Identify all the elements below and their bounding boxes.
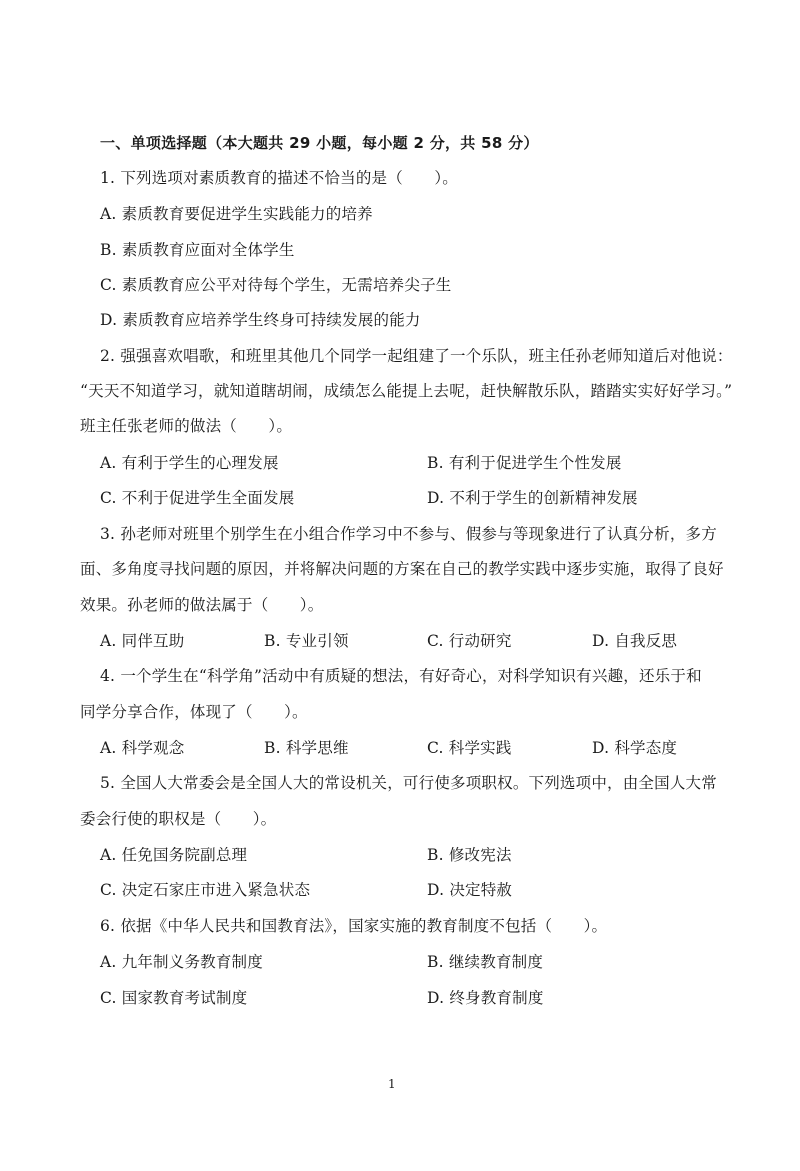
question-6-option-b: B. 继续教育制度 (427, 953, 544, 971)
question-3-stem-line-3: 效果。孙老师的做法属于（ ）。 (80, 596, 324, 614)
question-2-stem-line-2: “天天不知道学习，就知道瞎胡闹，成绩怎么能提上去呢，赶快解散乐队，踏踏实实好好学习。” (80, 382, 733, 400)
question-3-stem-line-1: 3. 孙老师对班里个别学生在小组合作学习中不参与、假参与等现象进行了认真分析，多方 (100, 525, 717, 543)
question-4-stem-line-1: 4. 一个学生在“科学角”活动中有质疑的想法，有好奇心，对科学知识有兴趣，还乐于和 (100, 667, 702, 685)
question-2-stem-line-1: 2. 强强喜欢唱歌，和班里其他几个同学一起组建了一个乐队，班主任孙老师知道后对他说： (100, 347, 733, 365)
question-1-option-a: A. 素质教育要促进学生实践能力的培养 (100, 205, 373, 223)
question-4-option-b: B. 科学思维 (264, 739, 349, 757)
question-2-option-a: A. 有利于学生的心理发展 (100, 454, 279, 472)
question-4-option-c: C. 科学实践 (427, 739, 512, 757)
question-2-option-c: C. 不利于促进学生全面发展 (100, 489, 295, 507)
question-6-option-c: C. 国家教育考试制度 (100, 989, 248, 1007)
question-5-stem-line-1: 5. 全国人大常委会是全国人大的常设机关，可行使多项职权。下列选项中，由全国人大常 (100, 774, 717, 792)
question-4-stem-line-2: 同学分享合作，体现了（ ）。 (80, 703, 308, 721)
question-2-stem-line-3: 班主任张老师的做法（ ）。 (80, 417, 293, 435)
question-5-option-c: C. 决定石家庄市进入紧急状态 (100, 881, 311, 899)
question-6-option-d: D. 终身教育制度 (427, 989, 544, 1007)
question-6-stem: 6. 依据《中华人民共和国教育法》，国家实施的教育制度不包括（ ）。 (100, 917, 608, 935)
question-3-option-a: A. 同伴互助 (100, 632, 185, 650)
question-6-option-a: A. 九年制义务教育制度 (100, 953, 263, 971)
question-5-option-d: D. 决定特赦 (427, 881, 513, 899)
question-3-option-d: D. 自我反思 (592, 632, 678, 650)
question-3-option-c: C. 行动研究 (427, 632, 512, 650)
page-number: 1 (388, 1077, 396, 1091)
question-2-option-d: D. 不利于学生的创新精神发展 (427, 489, 638, 507)
question-2-option-b: B. 有利于促进学生个性发展 (427, 454, 622, 472)
question-3-option-b: B. 专业引领 (264, 632, 349, 650)
question-1-option-b: B. 素质教育应面对全体学生 (100, 241, 295, 259)
question-1-stem: 1. 下列选项对素质教育的描述不恰当的是（ ）。 (100, 169, 458, 187)
question-4-option-a: A. 科学观念 (100, 739, 185, 757)
section-title: 一、单项选择题（本大题共 29 小题，每小题 2 分，共 58 分） (100, 134, 539, 152)
question-1-option-d: D. 素质教育应培养学生终身可持续发展的能力 (100, 311, 421, 329)
question-4-option-d: D. 科学态度 (592, 739, 678, 757)
question-5-stem-line-2: 委会行使的职权是（ ）。 (80, 810, 277, 828)
question-5-option-b: B. 修改宪法 (427, 846, 512, 864)
question-1-option-c: C. 素质教育应公平对待每个学生，无需培养尖子生 (100, 276, 452, 294)
question-5-option-a: A. 任免国务院副总理 (100, 846, 248, 864)
question-3-stem-line-2: 面、多角度寻找问题的原因，并将解决问题的方案在自己的教学实践中逐步实施，取得了良好 (80, 560, 724, 578)
